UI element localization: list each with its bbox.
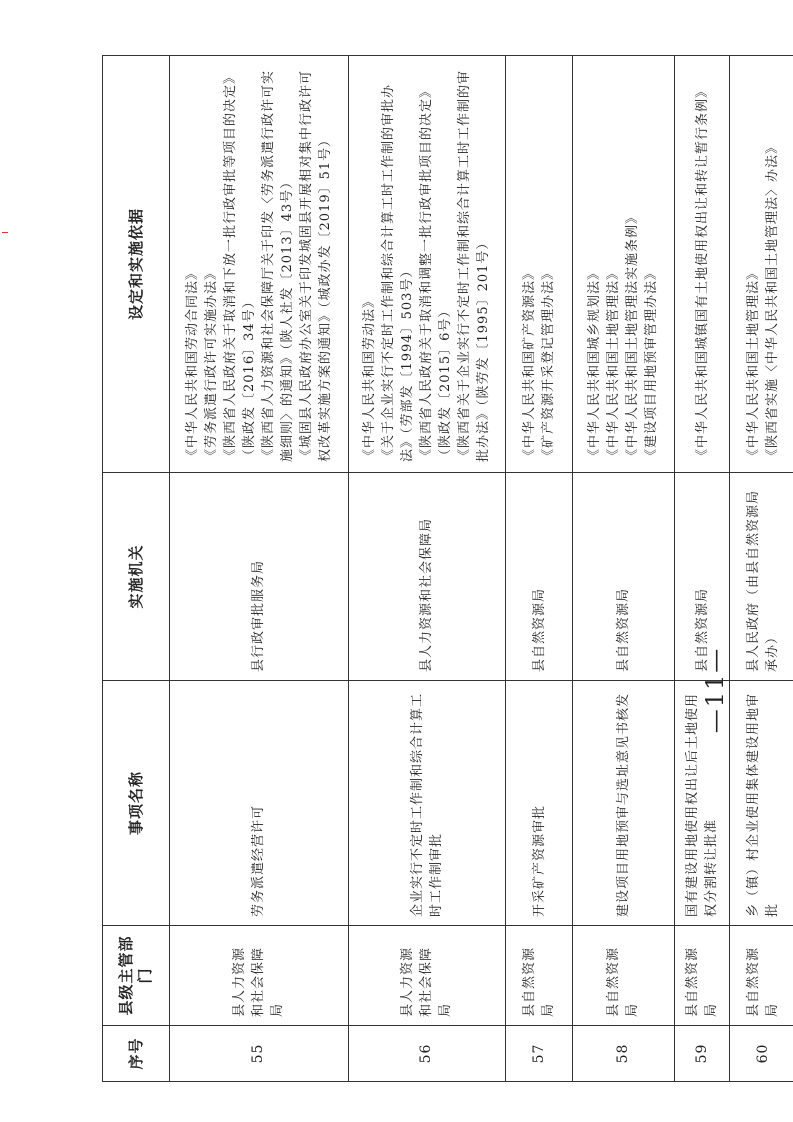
row-basis bbox=[572, 56, 674, 473]
row-basis bbox=[730, 56, 793, 473]
header-item: 事项名称 bbox=[103, 681, 170, 926]
row-dept: 县自然资源局 bbox=[730, 926, 793, 1026]
row-basis bbox=[506, 56, 573, 473]
table-row bbox=[730, 56, 793, 1082]
row-num: 58 bbox=[572, 1026, 674, 1082]
row-num: 55 bbox=[170, 1026, 349, 1082]
basis-line: 《中华人民共和国劳动合同法》 bbox=[184, 265, 200, 462]
basis-line: 《中华人民共和国土地管理法》 bbox=[746, 265, 762, 462]
row-num: 60 bbox=[730, 1026, 793, 1082]
basis-line: 《中华人民共和国矿产资源法》 bbox=[522, 265, 538, 462]
document-sheet bbox=[102, 56, 793, 1082]
row-dept: 县自然资源局 bbox=[572, 926, 674, 1026]
table-row bbox=[506, 56, 573, 1082]
basis-line: 《陕西省人力资源和社会保障厅关于印发〈劳务派遣行政许可实施细则〉的通知》（陕人社发〔2013〕43号） bbox=[260, 69, 295, 462]
header-num: 序号 bbox=[103, 1026, 170, 1082]
row-item: 国有建设用地使用权出让后土地使用权分割转让批准 bbox=[674, 681, 729, 926]
basis-line: 《陕西省关于企业实行不定时工作制和综合计算工时工作制的审批办法》（陕劳发〔1995〕201号） bbox=[457, 69, 492, 462]
row-basis bbox=[674, 56, 729, 473]
basis-line: 《中华人民共和国劳动法》 bbox=[362, 293, 378, 462]
row-dept: 县自然资源局 bbox=[674, 926, 729, 1026]
basis-line: 《陕西省人民政府关于取消和调整一批行政审批项目的决定》（陕政发〔2015〕6号） bbox=[419, 83, 454, 462]
row-dept: 县自然资源局 bbox=[506, 926, 573, 1026]
row-item: 劳务派遣经营许可 bbox=[170, 681, 349, 926]
table-row bbox=[348, 56, 506, 1082]
basis-line: 《中华人民共和国城乡规划法》 bbox=[587, 265, 603, 462]
table-row bbox=[572, 56, 674, 1082]
basis-line: 《中华人民共和国土地管理法实施条例》 bbox=[625, 209, 641, 462]
row-basis bbox=[170, 56, 349, 473]
basis-line: 《陕西省实施〈中华人民共和国土地管理法〉办法》 bbox=[765, 139, 781, 462]
row-item: 建设项目用地预审与选址意见书核发 bbox=[572, 681, 674, 926]
row-org: 县自然资源局 bbox=[506, 473, 573, 681]
row-item: 企业实行不定时工作制和综合计算工时工作制审批 bbox=[348, 681, 506, 926]
basis-line: 《陕西省人民政府关于取消和下放一批行政审批等项目的决定》（陕政发〔2016〕34号） bbox=[222, 69, 257, 462]
row-basis bbox=[348, 56, 506, 473]
row-dept: 县人力资源和社会保障局 bbox=[348, 926, 506, 1026]
basis-line: 《矿产资源开采登记管理办法》 bbox=[541, 265, 557, 462]
table-row bbox=[170, 56, 349, 1082]
row-num: 59 bbox=[674, 1026, 729, 1082]
row-item: 开采矿产资源审批 bbox=[506, 681, 573, 926]
header-basis: 设定和实施依据 bbox=[103, 56, 170, 473]
basis-line: 《城固县人民政府办公室关于印发城固县开展相对集中行政许可权改革实施方案的通知》（城政办发〔2019〕51号） bbox=[298, 69, 333, 462]
header-org: 实施机关 bbox=[103, 473, 170, 681]
basis-line: 《中华人民共和国城镇国有土地使用权出让和转让暂行条例》 bbox=[694, 83, 710, 462]
row-org: 县自然资源局 bbox=[674, 473, 729, 681]
basis-line: 《劳务派遣行政许可实施办法》 bbox=[203, 265, 219, 462]
row-org: 县自然资源局 bbox=[572, 473, 674, 681]
row-num: 57 bbox=[506, 1026, 573, 1082]
row-item: 乡（镇）村企业使用集体建设用地审批 bbox=[730, 681, 793, 926]
row-org: 县行政审批服务局 bbox=[170, 473, 349, 681]
page-number: —11— bbox=[701, 646, 729, 734]
header-dept: 县级主管部门 bbox=[103, 926, 170, 1026]
table-header-row bbox=[103, 56, 170, 1082]
basis-line: 《中华人民共和国土地管理法》 bbox=[606, 265, 622, 462]
margin-mark bbox=[2, 232, 8, 233]
table-row bbox=[674, 56, 729, 1082]
row-org: 县人力资源和社会保障局 bbox=[348, 473, 506, 681]
row-num: 56 bbox=[348, 1026, 506, 1082]
basis-line: 《建设项目用地预审管理办法》 bbox=[644, 265, 660, 462]
basis-line: 《关于企业实行不定时工作制和综合计算工时工作制的审批办法》（劳部发〔1994〕503号） bbox=[381, 83, 416, 462]
approval-items-table bbox=[102, 55, 793, 1082]
row-dept: 县人力资源和社会保障局 bbox=[170, 926, 349, 1026]
row-org: 县人民政府（由县自然资源局承办） bbox=[730, 473, 793, 681]
